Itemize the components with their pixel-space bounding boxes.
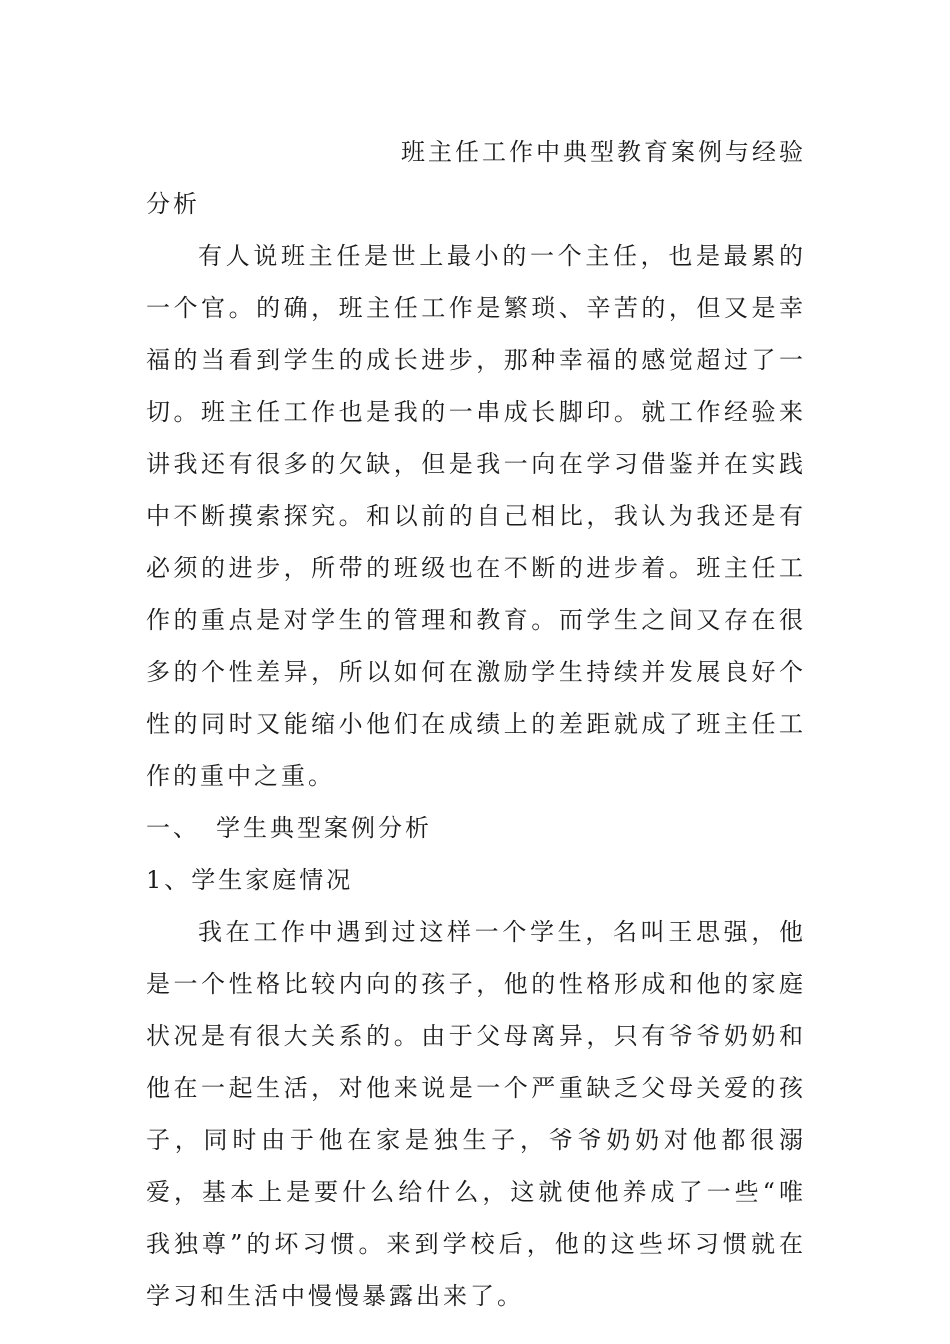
section-heading [146,802,806,854]
case-paragraph: 我在工作中遇到过这样一个学生，名叫王思强，他是一个性格比较内向的孩子，他的性格形成和他的家庭状况是有很大关系的。由于父母离异，只有爷爷奶奶和他在一起生活，对他来说是一个严重缺乏父母关爱的孩子，同时由于他在家是独生子，爷爷奶奶对他都很溺爱，基本上是要什么给什么，这就使他养成了一些“唯我独尊”的坏习惯。来到学校后，他的这些坏习惯就在学习和生活中慢慢暴露出来了。 [146,918,806,1310]
document-title-line1: 班主任工作中典型教育案例与经验 [401,138,806,166]
document-title-line2: 分析 [146,190,200,218]
intro-paragraph: 有人说班主任是世上最小的一个主任，也是最累的一个官。的确，班主任工作是繁琐、辛苦的，但又是幸福的当看到学生的成长进步，那种幸福的感觉超过了一切。班主任工作也是我的一串成长脚印。就工作经验来讲我还有很多的欠缺，但是我一向在学习借鉴并在实践中不断摸索探究。和以前的自己相比，我认为我还是有必须的进步，所带的班级也在不断的进步着。班主任工作的重点是对学生的管理和教育。而学生之间又存在很多的个性差异，所以如何在激励学生持续并发展良好个性的同时又能缩小他们在成绩上的差距就成了班主任工作的重中之重。 [146,242,806,790]
section-number: 一、 [146,814,200,842]
subsection-heading: 1、学生家庭情况 [146,866,354,894]
document-body [146,126,806,1322]
section-title: 学生典型案例分析 [216,814,432,842]
